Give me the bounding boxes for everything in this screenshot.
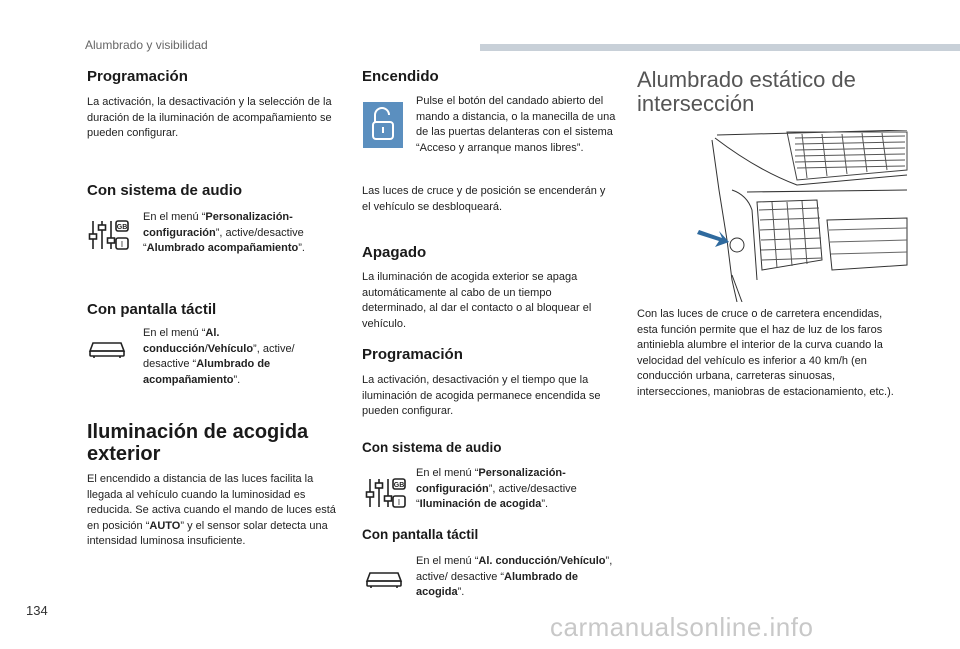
text-tactil-2: En el menú “Al. conducción/Vehículo”, active/ desactive “Alumbrado de acogida”. [416,555,613,598]
heading-audio-2: Con sistema de audio [362,440,502,455]
text-programacion: La activación, la desactivación y la selección de la duración de la iluminación de acompañamiento se pueden configurar. [87,96,332,139]
heading-programacion-2: Programación [362,346,463,363]
text-encendido-2: Las luces de cruce y de posición se encenderán y el vehículo se desbloqueará. [362,185,606,213]
heading-apagado: Apagado [362,244,427,261]
heading-tactil: Con pantalla táctil [87,301,217,318]
heading-audio: Con sistema de audio [87,182,243,199]
watermark: carmanualsonline.info [550,612,814,642]
audio-settings-icon [88,218,130,252]
audio-settings-icon [365,476,407,510]
text-alumbrado-estatico: Con las luces de cruce o de carretera encendidas, esta función permite que el haz de luz de los faros antiniebla alumbre el interior de la curva cuando la velocidad del vehículo es inferior a 40 km/h (en conducción urbana, carreteras sinuosas, intersecciones, maniobras de estacionamiento, etc.). [637,308,894,398]
text-acogida: El encendido a distancia de las luces facilita la llegada al vehículo cuando la luminosidad es reducida. Se activa cuando el mando de luces está en posición “AUTO” y el sensor solar detecta una intensidad luminosa insuficiente. [87,473,336,547]
text-tactil: En el menú “Al. conducción/Vehículo”, active/ desactive “Alumbrado de acompañamiento”. [143,327,295,386]
text-apagado: La iluminación de acogida exterior se apaga automáticamente al cabo de un tiempo determinado, al dar el contacto o al bloquear el vehículo. [362,271,592,330]
text-encendido-1: Pulse el botón del candado abierto del mando a distancia, o la manecilla de una de las puertas delanteras con el sistema “Acceso y arranque manos libres”. [416,95,616,154]
heading-tactil-2: Con pantalla táctil [362,527,479,542]
car-icon [88,337,126,359]
heading-alumbrado-estatico: Alumbrado estático de intersección [637,67,856,116]
page-number: 134 [26,603,48,618]
text-audio-2: En el menú “Personalización-configuración”, active/desactive “Iluminación de acogida”. [416,467,577,510]
running-header: Alumbrado y visibilidad [85,38,208,52]
unlocked-padlock-icon [363,102,403,148]
header-bar [480,44,960,51]
car-icon [365,567,403,589]
svg-text:GB: GB [393,482,405,489]
heading-programacion: Programación [87,68,188,85]
text-programacion-2: La activación, desactivación y el tiempo que la iluminación de acogida permanece encendida se pueden configurar. [362,374,601,417]
svg-text:I: I [120,240,124,249]
text-audio: En el menú “Personalización-configuración”, active/desactive “Alumbrado acompañamiento”. [143,211,305,254]
svg-text:I: I [397,498,401,507]
heading-encendido: Encendido [362,68,439,85]
svg-text:GB: GB [116,224,128,231]
fog-lamp-illustration [637,130,912,302]
heading-acogida: Iluminación de acogida exterior [87,421,309,465]
